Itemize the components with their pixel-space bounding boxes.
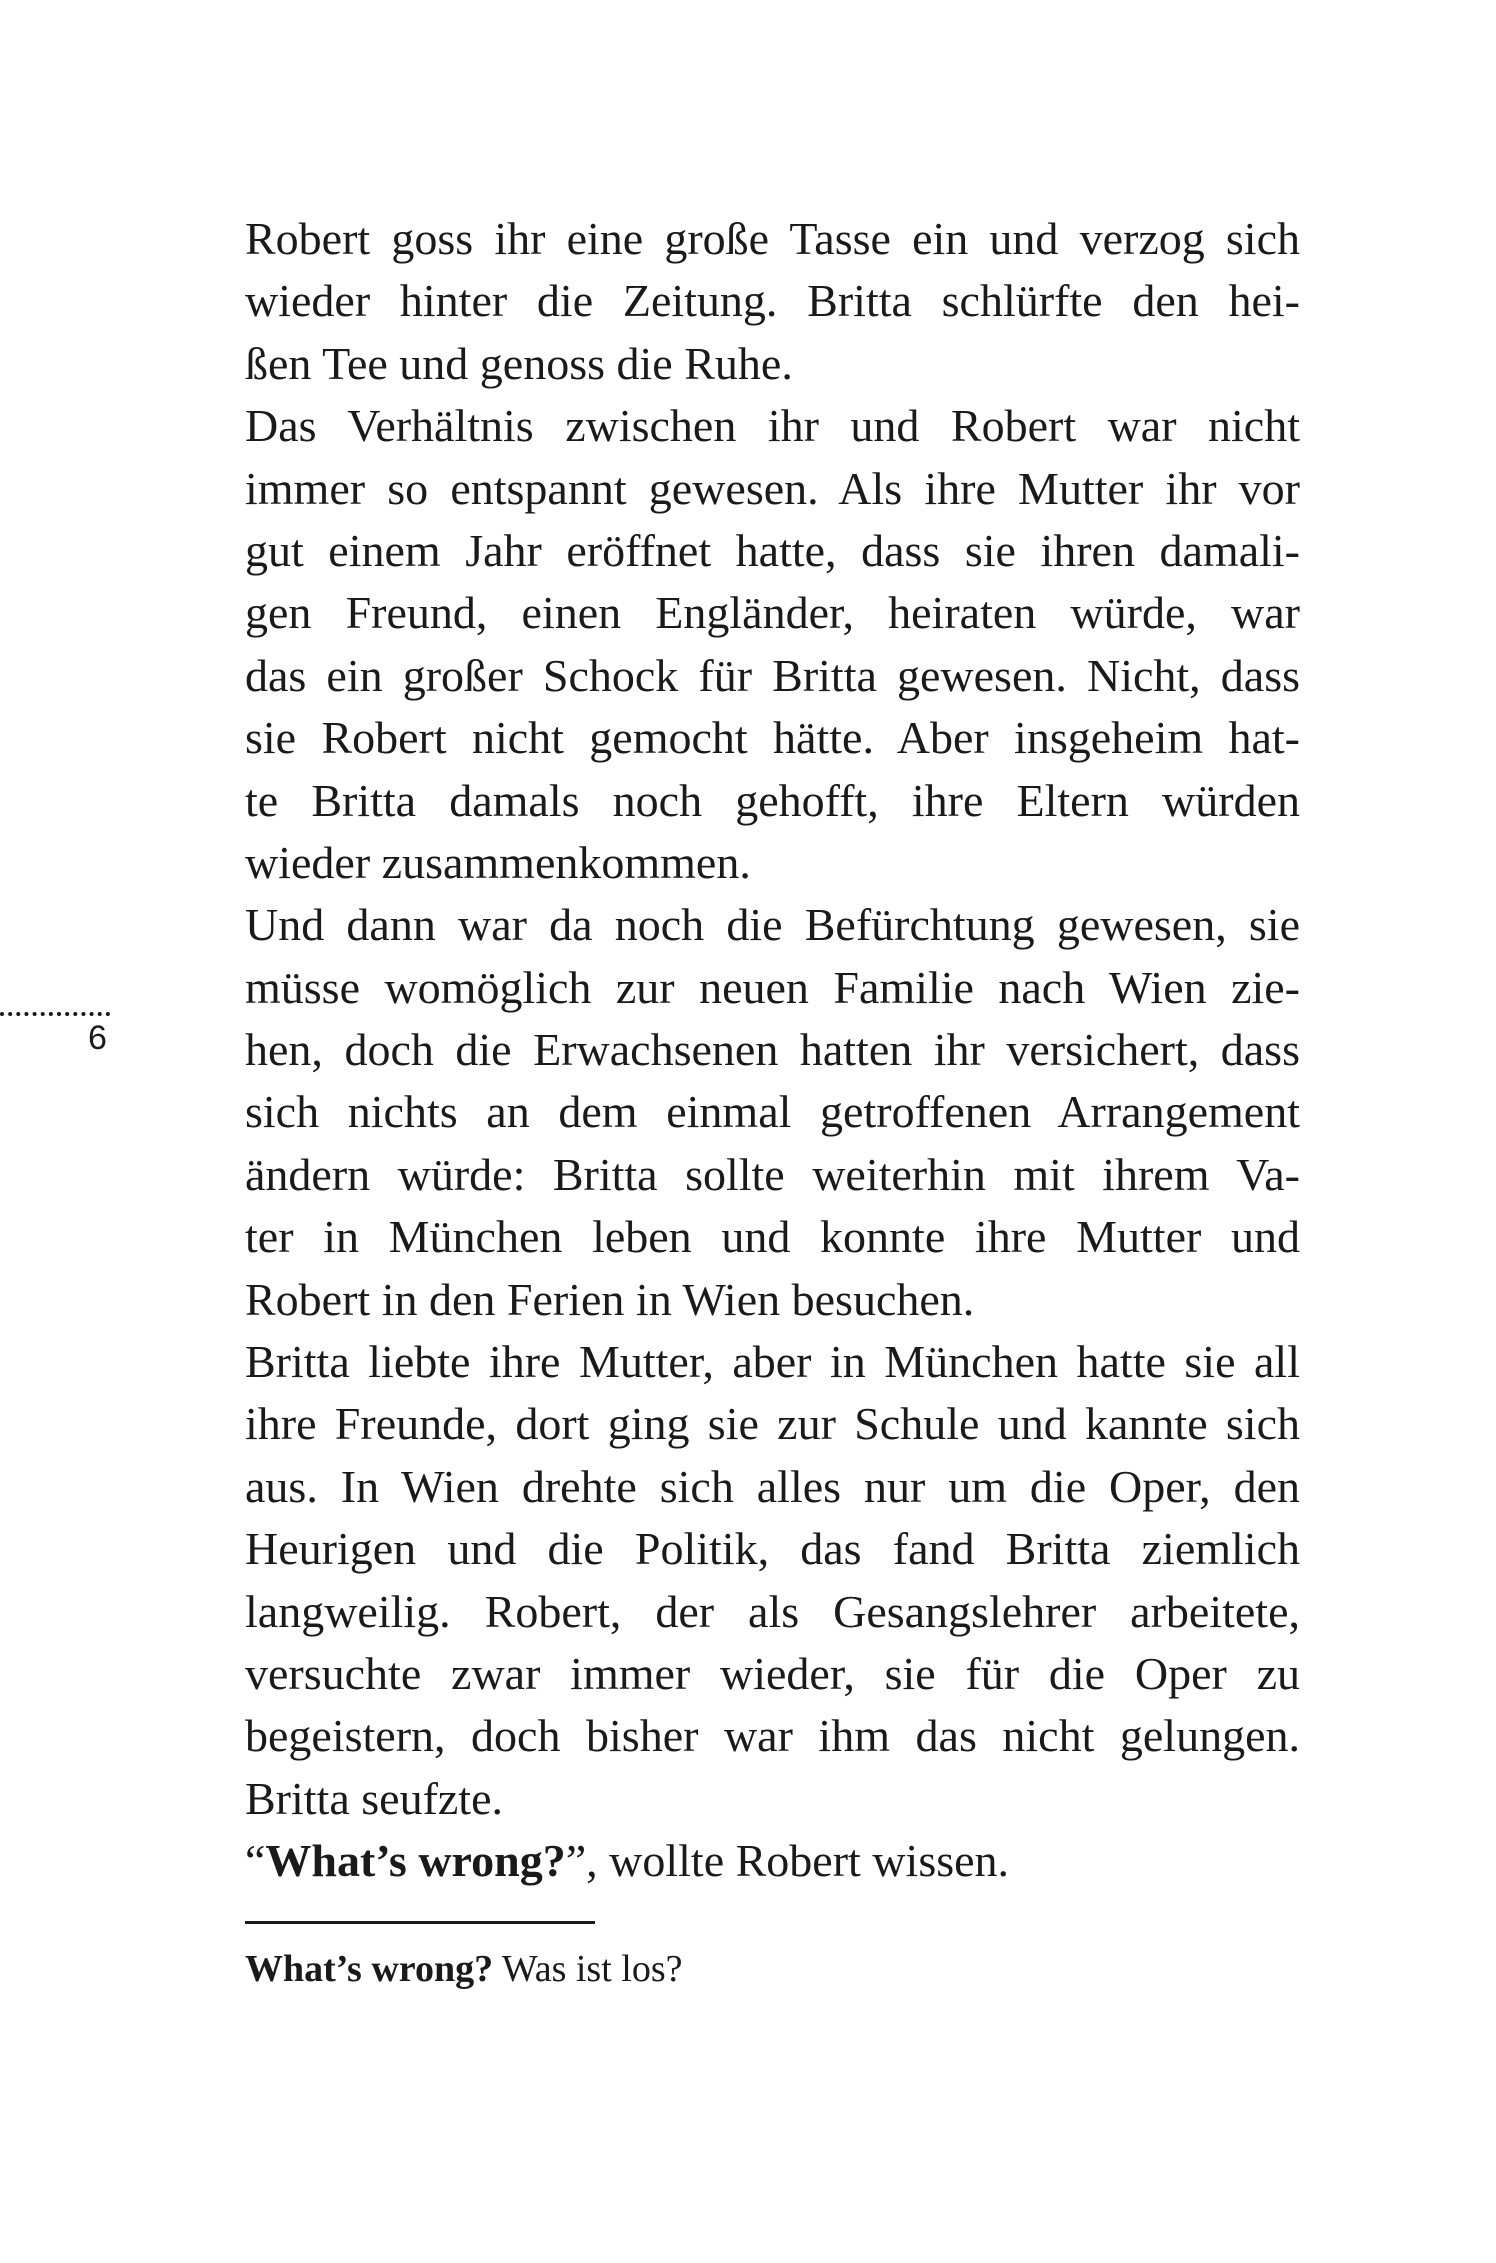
text-line: das ein großer Schock für Britta gewesen. Nicht, dass bbox=[245, 649, 1300, 701]
text-line: sie Robert nicht gemocht hätte. Aber insgeheim hat- bbox=[245, 712, 1300, 764]
text-line: sich nichts an dem einmal getroffenen Arrangement bbox=[245, 1086, 1300, 1138]
text-line: aus. In Wien drehte sich alles nur um die Oper, den bbox=[245, 1460, 1300, 1512]
text-line: Robert in den Ferien in Wien besuchen. bbox=[245, 1273, 975, 1325]
dialogue-line bbox=[245, 1830, 1300, 1892]
page-marker-dots bbox=[0, 1012, 112, 1016]
text-line: langweilig. Robert, der als Gesangslehrer arbeitete, bbox=[245, 1585, 1300, 1637]
dotted-rule bbox=[0, 1012, 110, 1016]
text-line: Heurigen und die Politik, das fand Britta ziemlich bbox=[245, 1523, 1300, 1575]
footnote-separator bbox=[245, 1921, 595, 1924]
dialogue-rest: ”, wollte Robert wissen. bbox=[565, 1835, 1010, 1887]
text-line: begeistern, doch bisher war ihm das nicht gelungen. bbox=[245, 1710, 1300, 1762]
text-line: gen Freund, einen Engländer, heiraten würde, war bbox=[245, 587, 1300, 639]
page-number: 6 bbox=[88, 1019, 107, 1057]
footnote-term: What’s wrong? bbox=[245, 1948, 494, 1990]
text-line: ter in München leben und konnte ihre Mutter und bbox=[245, 1211, 1300, 1263]
text-line: Britta liebte ihre Mutter, aber in München hatte sie all bbox=[245, 1336, 1300, 1388]
open-quote: “ bbox=[245, 1835, 266, 1887]
text-line: immer so entspannt gewesen. Als ihre Mutter ihr vor bbox=[245, 462, 1300, 514]
text-line: wieder hinter die Zeitung. Britta schlürfte den hei- bbox=[245, 275, 1300, 327]
text-line: te Britta damals noch gehofft, ihre Eltern würden bbox=[245, 774, 1300, 826]
text-line: hen, doch die Erwachsenen hatten ihr versichert, dass bbox=[245, 1024, 1300, 1076]
text-line: Das Verhältnis zwischen ihr und Robert war nicht bbox=[245, 400, 1300, 452]
footnote-translation: Was ist los? bbox=[493, 1948, 683, 1990]
text-line: gut einem Jahr eröffnet hatte, dass sie ihren damali- bbox=[245, 524, 1300, 576]
dialogue-phrase: What’s wrong? bbox=[265, 1835, 566, 1887]
text-line: Britta seufzte. bbox=[245, 1772, 504, 1824]
text-line: wieder zusammenkommen. bbox=[245, 836, 751, 888]
text-line: versuchte zwar immer wieder, sie für die Oper zu bbox=[245, 1647, 1300, 1699]
body-text bbox=[245, 208, 1300, 1893]
text-line: müsse womöglich zur neuen Familie nach Wien zie- bbox=[245, 961, 1300, 1013]
text-line: Robert goss ihr eine große Tasse ein und verzog sich bbox=[245, 213, 1300, 264]
text-line: Und dann war da noch die Befürchtung gewesen, sie bbox=[245, 899, 1300, 951]
text-line: ihre Freunde, dort ging sie zur Schule und kannte sich bbox=[245, 1398, 1300, 1450]
footnote bbox=[245, 1944, 682, 1994]
text-line: ändern würde: Britta sollte weiterhin mit ihrem Va- bbox=[245, 1148, 1300, 1200]
text-line: ßen Tee und genoss die Ruhe. bbox=[245, 337, 793, 389]
